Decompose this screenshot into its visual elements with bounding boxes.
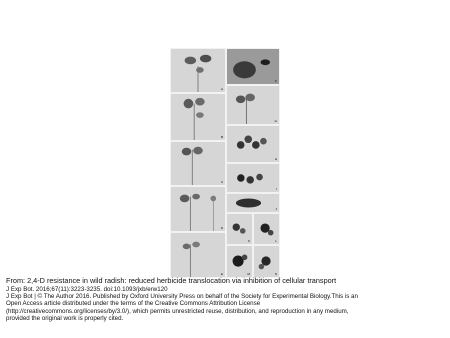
panel-b [170, 93, 226, 141]
panel-f [226, 48, 280, 85]
plant-seedling-icon [171, 49, 225, 92]
figure-caption [6, 277, 446, 322]
figure-image [170, 48, 280, 278]
plant-seedling-icon [171, 233, 225, 277]
panel-label-g: G [274, 119, 277, 123]
panel-c [170, 141, 226, 186]
panel-l [253, 213, 280, 245]
plant-seedling-icon [171, 94, 225, 140]
panel-e [170, 232, 226, 278]
caption-license-line-4: provided the original work is properly cited. [6, 314, 124, 322]
panel-m [226, 245, 253, 278]
plant-seedling-icon [171, 187, 225, 231]
panel-i [226, 163, 280, 193]
caption-license-line-3: (http://creativecommons.org/licenses/by/3.0/), which permits unrestricted reuse, distribution, and reproduction in any medium, [6, 307, 349, 315]
caption-title: From: 2,4-D resistance in wild radish: reduced herbicide translocation via inhibition of cellular transport [6, 276, 337, 285]
panel-label-a: A [220, 87, 223, 91]
plant-seedling-icon [171, 142, 225, 185]
panel-label-n: N [274, 272, 277, 276]
cell-cluster-icon [227, 194, 279, 212]
panel-label-k: K [247, 239, 250, 243]
panel-a [170, 48, 226, 93]
panel-label-b: B [220, 135, 223, 139]
leaf-micrograph-icon [227, 49, 279, 84]
caption-license-line-2: Open Access article distributed under the terms of the Creative Commons Attribution License [6, 300, 261, 308]
panel-label-i: I [276, 187, 277, 191]
panel-label-d: D [220, 226, 223, 230]
cell-cluster-icon [227, 164, 279, 192]
panel-h [226, 125, 280, 163]
panel-label-f: F [275, 79, 277, 83]
panel-label-c: C [220, 180, 223, 184]
panel-d [170, 186, 226, 232]
leaf-micrograph-icon [227, 86, 279, 124]
panel-label-e: E [220, 272, 223, 276]
panel-label-m: M [247, 272, 250, 276]
panel-label-h: H [274, 157, 277, 161]
panel-g [226, 85, 280, 125]
caption-license-line-1: J Exp Bot | © The Author 2016. Published by Oxford University Press on behalf of the Society for Experimental Biology.This is an [6, 292, 358, 300]
panel-n [253, 245, 280, 278]
panel-k [226, 213, 253, 245]
caption-citation: J Exp Bot. 2016;67(11):3223-3235. doi:10.1093/jxb/erw120 [6, 285, 168, 293]
panel-j [226, 193, 280, 213]
cell-cluster-icon [227, 126, 279, 162]
panel-label-l: L [275, 239, 277, 243]
panel-label-j: J [275, 207, 277, 211]
